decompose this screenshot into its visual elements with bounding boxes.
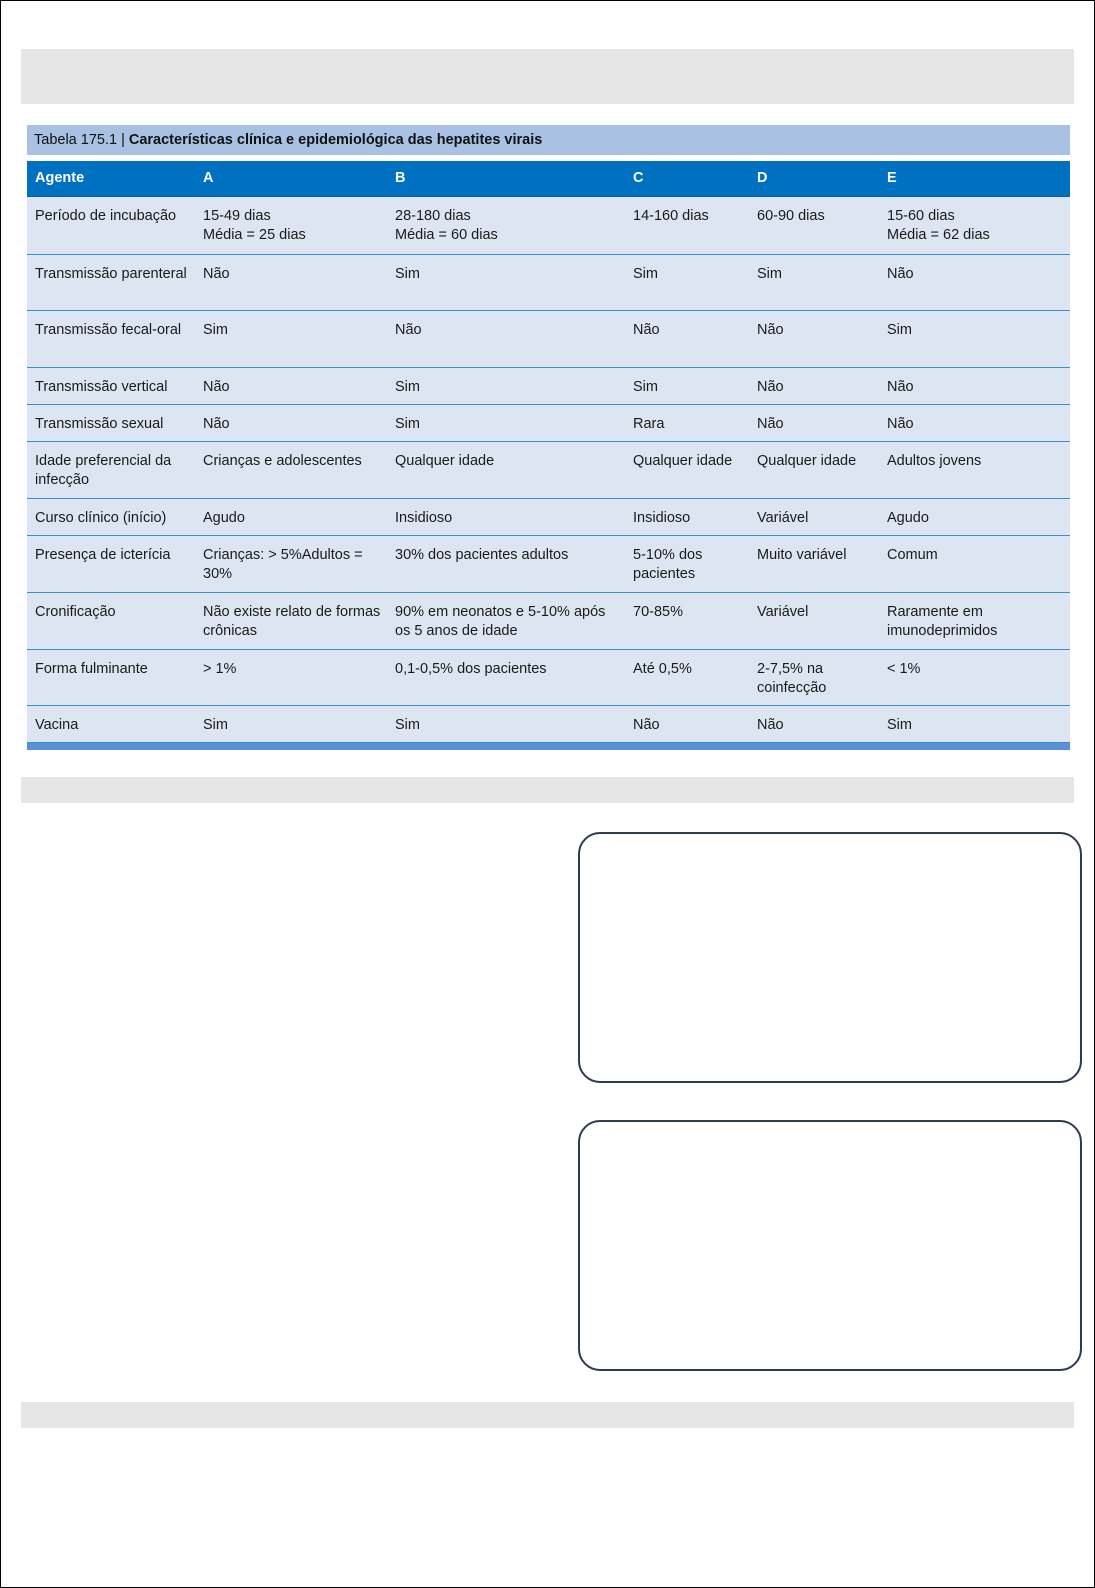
note-box-2 xyxy=(578,1120,1082,1371)
row-label: Forma fulminante xyxy=(35,661,148,677)
table-row xyxy=(27,197,1070,255)
table-cell: > 1% xyxy=(203,661,237,677)
header-d: D xyxy=(757,170,768,186)
table-cell: 15-49 dias Média = 25 dias xyxy=(203,208,306,243)
table-cell: Qualquer idade xyxy=(757,453,857,469)
top-gray-bar xyxy=(21,49,1074,104)
row-label: Idade preferencial da infecção xyxy=(35,453,172,488)
table-cell: Não xyxy=(757,322,784,338)
table-cell: Não xyxy=(395,322,422,338)
table-cell: Insidioso xyxy=(395,510,453,526)
table-cell: Não xyxy=(887,266,914,282)
bottom-gray-bar xyxy=(21,1402,1074,1428)
table-cell: Não existe relato de formas crônicas xyxy=(203,604,381,639)
table-cell: Agudo xyxy=(203,510,245,526)
row-label: Cronificação xyxy=(35,604,116,620)
header-c: C xyxy=(633,170,644,186)
table-cell: 2-7,5% na coinfecção xyxy=(757,661,827,696)
table-cell: Sim xyxy=(633,379,658,395)
table-caption xyxy=(27,125,1070,155)
table-cell: Sim xyxy=(203,322,228,338)
table-row xyxy=(27,650,1070,706)
table-cell: Não xyxy=(757,717,784,733)
table-row xyxy=(27,255,1070,311)
table-cell: Raramente em imunodeprimidos xyxy=(887,604,998,639)
table-body xyxy=(27,197,1070,743)
table-row xyxy=(27,706,1070,743)
table-cell: Crianças e adolescentes xyxy=(203,453,362,469)
table-cell: 60-90 dias xyxy=(757,208,825,224)
row-label: Vacina xyxy=(35,717,79,733)
table-cell: Não xyxy=(203,379,230,395)
table-cell: Crianças: > 5%Adultos = 30% xyxy=(203,547,363,582)
table-cell: Variável xyxy=(757,604,809,620)
header-e: E xyxy=(887,170,897,186)
table-cell: Agudo xyxy=(887,510,929,526)
table-cell: Não xyxy=(633,322,660,338)
row-label: Transmissão vertical xyxy=(35,379,168,395)
hepatitis-table xyxy=(27,125,1070,759)
row-label: Transmissão sexual xyxy=(35,416,164,432)
caption-title: Características clínica e epidemiológica das hepatites virais xyxy=(128,132,543,148)
table-row xyxy=(27,499,1070,536)
table-cell: 0,1-0,5% dos pacientes xyxy=(395,661,547,677)
table-cell: 15-60 dias Média = 62 dias xyxy=(887,208,990,243)
row-label: Transmissão fecal-oral xyxy=(35,322,182,338)
table-cell: Sim xyxy=(203,717,228,733)
table-cell: Qualquer idade xyxy=(395,453,495,469)
table-bottom-border xyxy=(27,743,1070,750)
table-cell: Adultos jovens xyxy=(887,453,982,469)
table-row xyxy=(27,593,1070,650)
header-b: B xyxy=(395,170,406,186)
table-cell: Comum xyxy=(887,547,938,563)
table-cell: Insidioso xyxy=(633,510,691,526)
table-header-row xyxy=(27,161,1070,197)
table-cell: Até 0,5% xyxy=(633,661,692,677)
table-cell: 14-160 dias xyxy=(633,208,709,224)
table-cell: Não xyxy=(757,379,784,395)
table-cell: 5-10% dos pacientes xyxy=(633,547,703,582)
table-cell: Variável xyxy=(757,510,809,526)
table-cell: Sim xyxy=(757,266,782,282)
table-cell: Não xyxy=(203,416,230,432)
table-cell: Rara xyxy=(633,416,665,432)
row-label: Período de incubação xyxy=(35,208,177,224)
middle-gray-bar xyxy=(21,777,1074,803)
table-row xyxy=(27,442,1070,499)
table-row xyxy=(27,536,1070,593)
table-cell: 28-180 dias Média = 60 dias xyxy=(395,208,498,243)
table-cell: Muito variável xyxy=(757,547,847,563)
header-agente: Agente xyxy=(35,170,85,186)
table-cell: 70-85% xyxy=(633,604,683,620)
table-cell: Qualquer idade xyxy=(633,453,733,469)
table-cell: Não xyxy=(757,416,784,432)
row-label: Transmissão parenteral xyxy=(35,266,187,282)
table-cell: Não xyxy=(887,379,914,395)
table-cell: 30% dos pacientes adultos xyxy=(395,547,569,563)
table-cell: 90% em neonatos e 5-10% após os 5 anos de idade xyxy=(395,604,606,639)
table-cell: Sim xyxy=(633,266,658,282)
table-cell: Sim xyxy=(395,266,420,282)
caption-prefix: Tabela 175.1 | xyxy=(34,132,129,148)
table-cell: < 1% xyxy=(887,661,921,677)
table-cell: Sim xyxy=(887,322,912,338)
table-cell: Sim xyxy=(395,717,420,733)
table-row xyxy=(27,405,1070,442)
table-row xyxy=(27,368,1070,405)
table-cell: Sim xyxy=(395,379,420,395)
table-cell: Não xyxy=(887,416,914,432)
table-cell: Sim xyxy=(887,717,912,733)
table-cell: Não xyxy=(203,266,230,282)
table-cell: Não xyxy=(633,717,660,733)
note-box-1 xyxy=(578,832,1082,1083)
row-label: Curso clínico (início) xyxy=(35,510,167,526)
table-cell: Sim xyxy=(395,416,420,432)
table-row xyxy=(27,311,1070,368)
row-label: Presença de icterícia xyxy=(35,547,171,563)
header-a: A xyxy=(203,170,214,186)
